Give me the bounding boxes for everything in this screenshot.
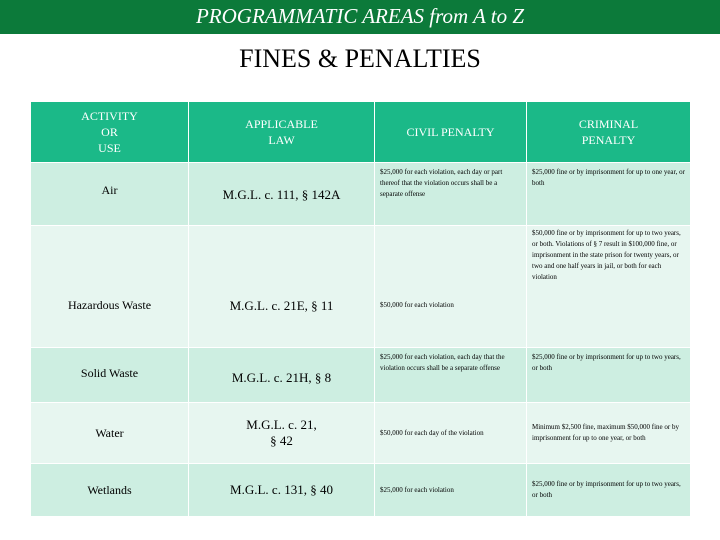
column-header-civil: CIVIL PENALTY <box>375 102 526 162</box>
cell-criminal-penalty: Minimum $2,500 fine, maximum $50,000 fine or by imprisonment for up to one year, or both <box>527 403 690 463</box>
cell-law: M.G.L. c. 21, § 42 <box>189 403 374 463</box>
table-row <box>31 163 690 225</box>
table-row <box>31 403 690 463</box>
cell-civil-penalty: $50,000 for each day of the violation <box>375 403 526 463</box>
table-row <box>31 348 690 402</box>
cell-criminal-penalty: $50,000 fine or by imprisonment for up to two years, or both. Violations of § 7 result in $100,000 fine, or imprisonment in the state prison for twenty years, or two and one half years in jail, or both for each violation <box>527 226 690 347</box>
cell-criminal-penalty: $25,000 fine or by imprisonment for up to two years, or both <box>527 464 690 516</box>
column-header-activity: ACTIVITY OR USE <box>31 102 188 162</box>
cell-activity: Wetlands <box>31 464 188 516</box>
column-header-law: APPLICABLE LAW <box>189 102 374 162</box>
cell-activity: Hazardous Waste <box>31 226 188 347</box>
table-header-row <box>31 102 690 162</box>
cell-civil-penalty: $25,000 for each violation <box>375 464 526 516</box>
table-row <box>31 226 690 347</box>
cell-civil-penalty: $25,000 for each violation, each day that the violation occurs shall be a separate offense <box>375 348 526 402</box>
cell-criminal-penalty: $25,000 fine or by imprisonment for up to one year, or both <box>527 163 690 225</box>
cell-law: M.G.L. c. 131, § 40 <box>189 464 374 516</box>
fines-penalties-table <box>30 101 691 517</box>
cell-civil-penalty: $50,000 for each violation <box>375 226 526 347</box>
column-header-criminal: CRIMINAL PENALTY <box>527 102 690 162</box>
cell-civil-penalty: $25,000 for each violation, each day or part thereof that the violation occurs shall be a separate offense <box>375 163 526 225</box>
cell-law: M.G.L. c. 111, § 142A <box>189 163 374 225</box>
cell-law: M.G.L. c. 21E, § 11 <box>189 226 374 347</box>
banner-title: PROGRAMMATIC AREAS from A to Z <box>0 0 720 34</box>
cell-law: M.G.L. c. 21H, § 8 <box>189 348 374 402</box>
cell-activity: Solid Waste <box>31 348 188 402</box>
cell-criminal-penalty: $25,000 fine or by imprisonment for up to two years, or both <box>527 348 690 402</box>
table-row <box>31 464 690 516</box>
cell-activity: Air <box>31 163 188 225</box>
page-title: FINES & PENALTIES <box>239 44 481 73</box>
cell-activity: Water <box>31 403 188 463</box>
